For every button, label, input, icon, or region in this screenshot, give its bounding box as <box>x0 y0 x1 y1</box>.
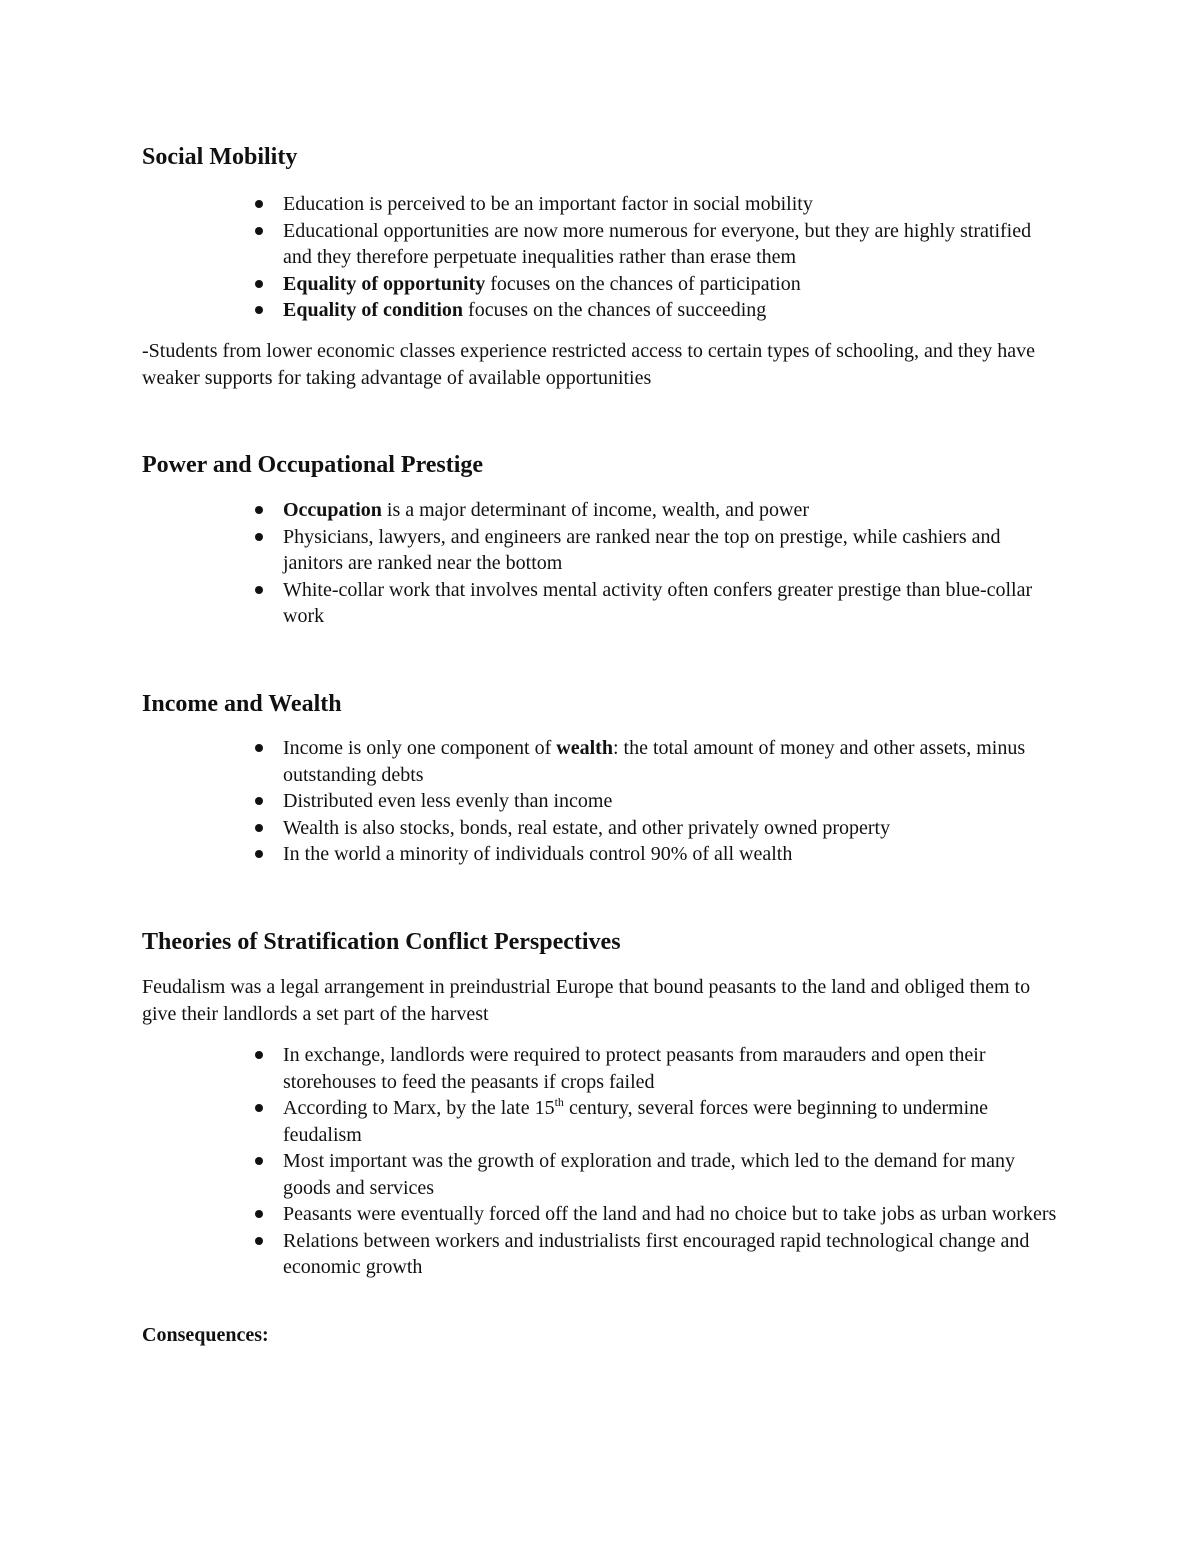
bullet-icon <box>255 586 263 594</box>
list-social-mobility <box>142 191 1062 324</box>
list-item: Distributed even less evenly than income <box>142 788 1062 815</box>
list-item: White-collar work that involves mental activity often confers greater prestige than blue-collar work <box>142 577 1062 630</box>
bullet-icon <box>255 744 263 752</box>
heading-income-wealth: Income and Wealth <box>142 691 342 717</box>
list-item: Educational opportunities are now more numerous for everyone, but they are highly stratified and they therefore perpetuate inequalities rather than erase them <box>142 218 1062 271</box>
list-item: Physicians, lawyers, and engineers are ranked near the top on prestige, while cashiers and janitors are ranked near the bottom <box>142 524 1062 577</box>
bullet-icon <box>255 227 263 235</box>
list-item: According to Marx, by the late 15th century, several forces were beginning to undermine feudalism <box>142 1095 1062 1148</box>
list-item: Equality of opportunity focuses on the chances of participation <box>142 271 1062 298</box>
consequences-label: Consequences: <box>142 1324 269 1346</box>
bullet-icon <box>255 1210 263 1218</box>
heading-power-prestige: Power and Occupational Prestige <box>142 452 484 478</box>
bullet-icon <box>255 797 263 805</box>
bullet-icon <box>255 1051 263 1059</box>
bullet-icon <box>255 200 263 208</box>
list-item: Relations between workers and industrialists first encouraged rapid technological change and economic growth <box>142 1228 1062 1281</box>
list-income-wealth <box>142 735 1062 868</box>
heading-social-mobility: Social Mobility <box>142 144 298 170</box>
social-mobility-note: -Students from lower economic classes experience restricted access to certain types of schooling, and they have weaker supports for taking advantage of available opportunities <box>142 340 1036 389</box>
bullet-icon <box>255 533 263 541</box>
list-item: Occupation is a major determinant of income, wealth, and power <box>142 497 1062 524</box>
bullet-icon <box>255 1157 263 1165</box>
bullet-icon <box>255 506 263 514</box>
list-item: Income is only one component of wealth: the total amount of money and other assets, minus outstanding debts <box>142 735 1062 788</box>
bullet-icon <box>255 850 263 858</box>
heading-theories: Theories of Stratification Conflict Perspectives <box>142 929 621 955</box>
list-item: In exchange, landlords were required to protect peasants from marauders and open their storehouses to feed the peasants if crops failed <box>142 1042 1062 1095</box>
list-item: In the world a minority of individuals control 90% of all wealth <box>142 841 1062 868</box>
list-power-prestige <box>142 497 1062 630</box>
bullet-icon <box>255 1104 263 1112</box>
bullet-icon <box>255 824 263 832</box>
list-item: Wealth is also stocks, bonds, real estate, and other privately owned property <box>142 815 1062 842</box>
list-item: Most important was the growth of exploration and trade, which led to the demand for many goods and services <box>142 1148 1062 1201</box>
theories-intro: Feudalism was a legal arrangement in preindustrial Europe that bound peasants to the land and obliged them to give their landlords a set part of the harvest <box>142 976 1031 1025</box>
list-item: Peasants were eventually forced off the land and had no choice but to take jobs as urban workers <box>142 1201 1062 1228</box>
bullet-icon <box>255 280 263 288</box>
list-item: Education is perceived to be an important factor in social mobility <box>142 191 1062 218</box>
list-item: Equality of condition focuses on the chances of succeeding <box>142 297 1062 324</box>
bullet-icon <box>255 1237 263 1245</box>
list-theories <box>142 1042 1062 1281</box>
bullet-icon <box>255 306 263 314</box>
